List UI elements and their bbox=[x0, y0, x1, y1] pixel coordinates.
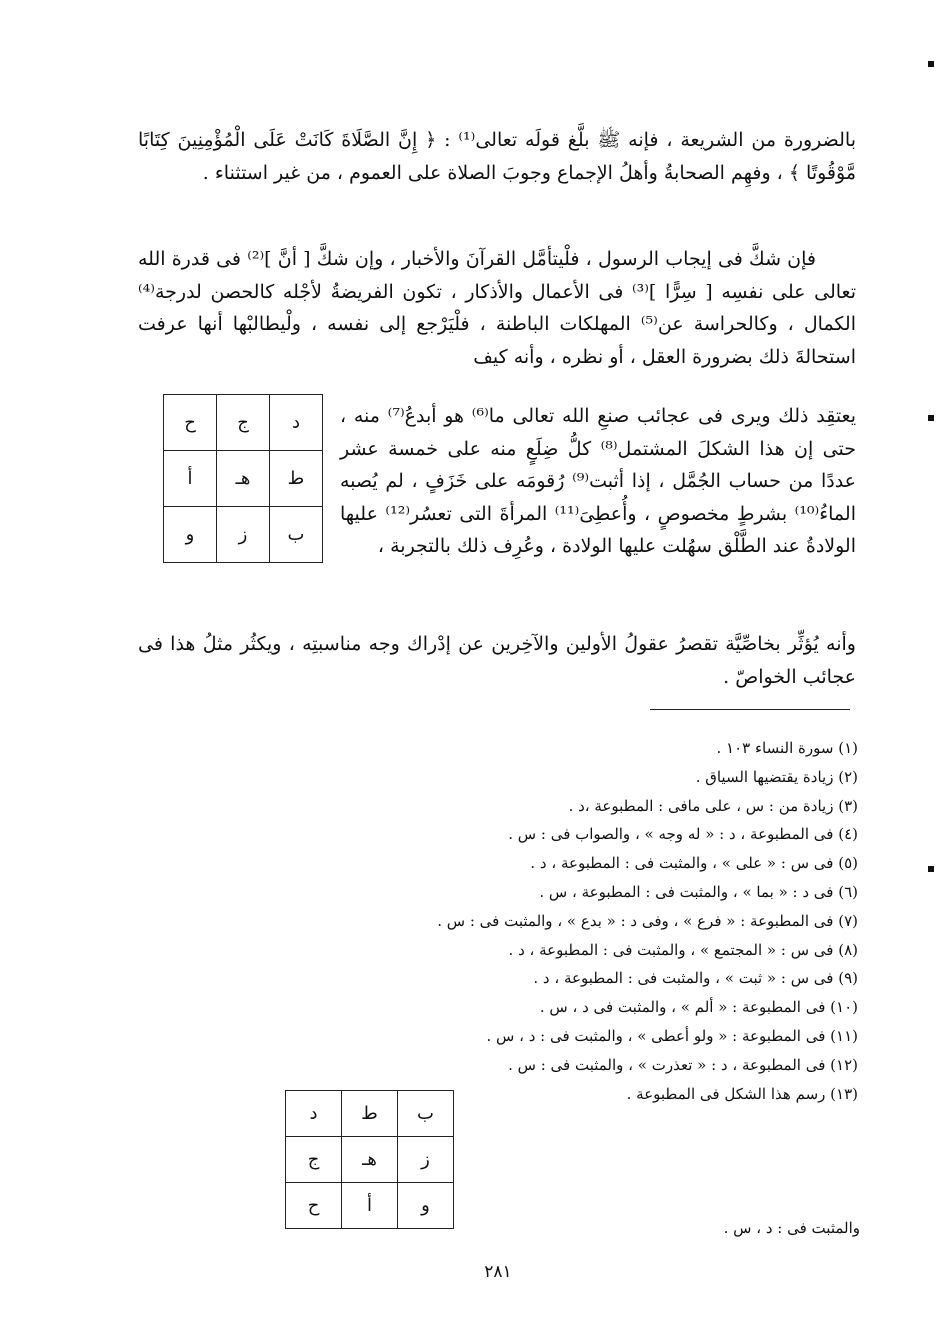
square-cell: ح bbox=[164, 395, 217, 451]
square-cell: ج bbox=[286, 1137, 342, 1183]
square-cell: ب bbox=[398, 1091, 454, 1137]
square-cell: ز bbox=[398, 1137, 454, 1183]
square-cell: ح bbox=[286, 1183, 342, 1229]
footnote: (١١) فى المطبوعة : « ولو أعطى » ، والمثبت فى : د ، س . bbox=[486, 1026, 858, 1045]
footnote: (٩) فى س : « ثبت » ، والمثبت فى : المطبوعة ، د . bbox=[533, 969, 858, 988]
square-cell: ج bbox=[217, 395, 270, 451]
square-cell: ب bbox=[270, 507, 323, 563]
square-cell: أ bbox=[164, 451, 217, 507]
footnote: (١) سورة النساء ١٠٣ . bbox=[716, 739, 858, 757]
square-cell: ز bbox=[217, 507, 270, 563]
footnote-separator bbox=[650, 709, 850, 710]
footnote: (٥) فى س : « على » ، والمثبت فى : المطبوعة ، د . bbox=[530, 854, 858, 873]
square-cell: ط bbox=[270, 451, 323, 507]
paragraph: بالضرورة من الشريعة ، فإنه ﷺ بلَّغ قولَه تعالى⁽¹⁾ : ﴿ إِنَّ الصَّلَاةَ كَانَتْ عَلَى الْمُؤْمِنِينَ كِتَابًا مَّوْقُوتًا ﴾ ، وفهِم الصحابةُ وأهلُ الإجماع وجوبَ الصلاة على العموم ، من غير استثناء . bbox=[138, 129, 856, 184]
margin-mark bbox=[928, 61, 934, 67]
footnote: (٤) فى المطبوعة ، د : « له وجه » ، والصواب فى : س . bbox=[508, 825, 858, 844]
footnote: (٧) فى المطبوعة : « فرع » ، وفى د : « بدع » ، والمثبت فى : س . bbox=[437, 911, 858, 930]
footnote: (٣) زيادة من : س ، على مافى : المطبوعة ،د . bbox=[568, 796, 858, 815]
footnote: (١٢) فى المطبوعة ، د : « تعذرت » ، والمثبت فى : س . bbox=[508, 1055, 858, 1074]
paragraph: وأنه يُؤثِّر بخاصِّيَّة تقصرُ عقولُ الأولين والآخِرين عن إدْراك وجه مناسبتِه ، ويكثُر مثلُ هذا فى عجائب الخواصّ . bbox=[138, 633, 856, 688]
square-cell: هـ bbox=[342, 1137, 398, 1183]
page-number: ٢٨١ bbox=[484, 1262, 512, 1282]
square-cell: و bbox=[164, 507, 217, 563]
footnote-magic-square bbox=[285, 1090, 454, 1229]
footnote: (١٠) فى المطبوعة : « ألم » ، والمثبت فى د ، س . bbox=[539, 998, 858, 1017]
square-cell: ط bbox=[342, 1091, 398, 1137]
wrapped-paragraph: يعتقِد ذلك ويرى فى عجائب صنعِ الله تعالى ما⁽⁶⁾ هو أبدعُ⁽⁷⁾ منه ، حتى إن هذا الشكلَ المشتمل⁽⁸⁾ كلُّ ضِلَعٍ منه على خمسة عشر عددًا من حساب الجُمَّل ، إذا أثبت⁽⁹⁾ رُقومَه على خَزَفٍ ، لم يُصبه الماءُ⁽¹⁰⁾ بشرطٍ مخصوصٍ ، وأُعطِىَ⁽¹¹⁾ المرأةَ التى تعسُر⁽¹²⁾ عليها الولادةُ عند الطَّلْق سهُلت عليها الولادة ، وعُرِف ذلك بالتجربة ، bbox=[340, 405, 857, 558]
footnote: (٦) فى د : « بما » ، والمثبت فى : المطبوعة ، س . bbox=[539, 882, 858, 901]
paragraph: فإن شكَّ فى إيجاب الرسول ، فلْيتأمَّل القرآنَ والأخبار ، وإن شكَّ [ أنَّ ]⁽²⁾ فى قدرة الله تعالى على نفسِه [ سِرًّا ]⁽³⁾ فى الأعمال والأذكار ، تكون الفريضةُ لأجْله كالحصن لدرجة⁽⁴⁾ الكمال ، وكالحراسة عن⁽⁵⁾ المهلكات الباطنة ، فلْيَرْجع إلى نفسه ، ولْيطالبْها أنها عرفت استحالةَ ذلك بضرورة العقل ، أو نظره ، وأنه كيف bbox=[138, 248, 856, 368]
square-cell: هـ bbox=[217, 451, 270, 507]
square-cell: و bbox=[398, 1183, 454, 1229]
magic-square bbox=[163, 394, 323, 563]
footnotes bbox=[380, 734, 858, 1108]
footnote: (٨) فى س : « المجتمع » ، والمثبت فى : المطبوعة ، د . bbox=[508, 940, 858, 959]
margin-mark bbox=[928, 866, 934, 872]
footnote: (١٣) رسم هذا الشكل فى المطبوعة . bbox=[626, 1084, 858, 1103]
square-cell: د bbox=[286, 1091, 342, 1137]
square-cell: أ bbox=[342, 1183, 398, 1229]
margin-mark bbox=[928, 415, 934, 421]
square-cell: د bbox=[270, 395, 323, 451]
footnote: (٢) زيادة يقتضيها السياق . bbox=[695, 767, 858, 786]
footnote-continuation: والمثبت فى : د ، س . bbox=[723, 1219, 860, 1237]
